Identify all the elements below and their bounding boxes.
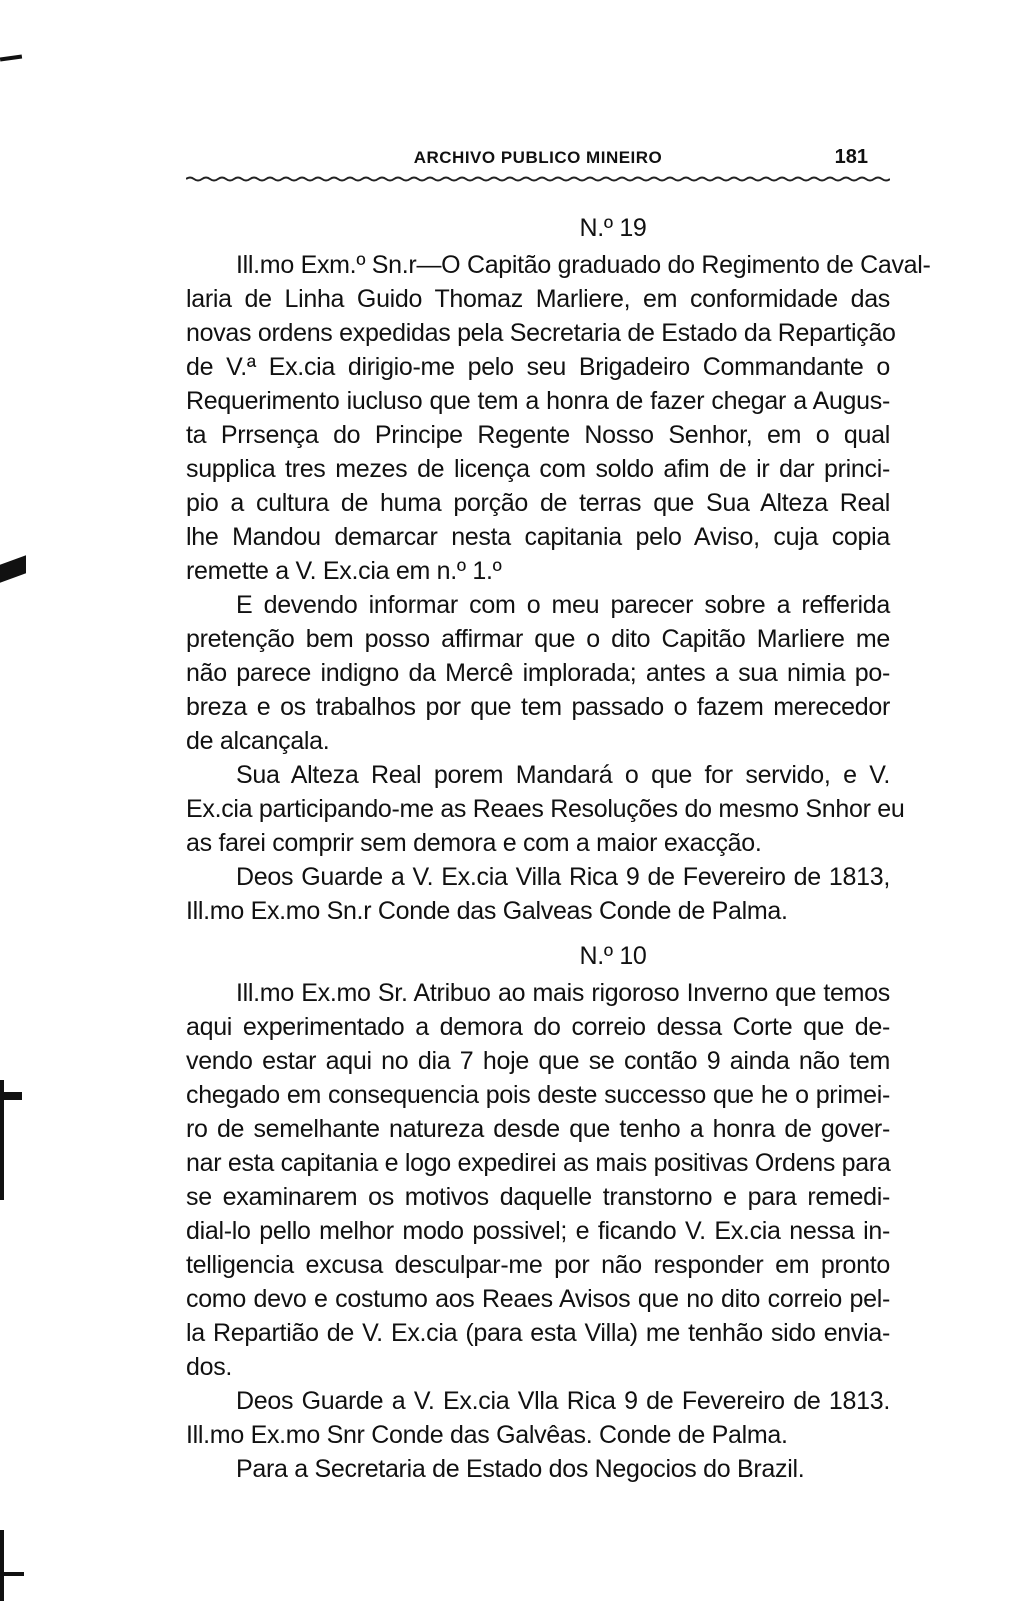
document-body <box>186 208 931 1486</box>
running-header <box>186 146 890 176</box>
scan-mark <box>0 1530 4 1601</box>
text-line: não parece indigno da Mercê implorada; antes a sua nimia po- <box>186 659 890 687</box>
text-line: breza e os trabalhos por que tem passado o fazem merecedor <box>186 693 890 721</box>
page-number: 181 <box>834 146 868 168</box>
letter-number: N.º 19 <box>579 214 647 242</box>
scan-mark <box>0 54 22 61</box>
text-line: Deos Guarde a V. Ex.cia Villa Rica 9 de Fevereiro de 1813, <box>236 863 890 891</box>
text-line: Para a Secretaria de Estado dos Negocios do Brazil. <box>236 1455 805 1483</box>
text-line: Ill.mo Ex.mo Snr Conde das Galvêas. Conde de Palma. <box>186 1421 788 1449</box>
text-line: supplica tres mezes de licença com soldo afim de ir dar princi- <box>186 455 890 483</box>
text-line: ro de semelhante natureza desde que tenho a honra de gover- <box>186 1115 890 1143</box>
text-line: Ill.mo Ex.mo Sn.r Conde das Galveas Conde de Palma. <box>186 897 788 925</box>
text-line: Sua Alteza Real porem Mandará o que for servido, e V. <box>236 761 890 789</box>
text-line: E devendo informar com o meu parecer sobre a refferida <box>236 591 890 619</box>
letter-number: N.º 10 <box>579 942 647 970</box>
text-line: se examinarem os motivos daquelle transtorno e para remedi- <box>186 1183 890 1211</box>
scan-mark <box>0 1092 22 1100</box>
text-line: como devo e costumo aos Reaes Avisos que no dito correio pel- <box>186 1285 890 1313</box>
text-line: nar esta capitania e logo expedirei as mais positivas Ordens para <box>186 1149 891 1177</box>
text-line: telligencia excusa desculpar-me por não responder em pronto <box>186 1251 890 1279</box>
text-line: lhe Mandou demarcar nesta capitania pelo Aviso, cuja copia <box>186 523 890 551</box>
text-line: dial-lo pello melhor modo possivel; e ficando V. Ex.cia nessa in- <box>186 1217 890 1245</box>
text-line: remette a V. Ex.cia em n.º 1.º <box>186 557 502 585</box>
text-line: as farei comprir sem demora e com a maior exacção. <box>186 829 762 857</box>
text-line: de alcançala. <box>186 727 330 755</box>
text-line: aqui experimentado a demora do correio dessa Corte que de- <box>186 1013 890 1041</box>
text-line: Ill.mo Exm.º Sn.r—O Capitão graduado do Regimento de Caval- <box>236 251 931 279</box>
header-rule <box>186 176 890 182</box>
text-line: ta Prrsença do Principe Regente Nosso Senhor, em o qual <box>186 421 890 449</box>
text-line: Requerimento iucluso que tem a honra de fazer chegar a Augus- <box>186 387 890 415</box>
text-line: chegado em consequencia pois deste successo que he o primei- <box>186 1081 890 1109</box>
text-line: de V.ª Ex.cia dirigio-me pelo seu Brigadeiro Commandante o <box>186 353 890 381</box>
text-line: pretenção bem posso affirmar que o dito Capitão Marliere me <box>186 625 890 653</box>
scan-mark <box>0 1572 24 1576</box>
text-line: la Repartião de V. Ex.cia (para esta Villa) me tenhão sido envia- <box>186 1319 890 1347</box>
text-line: Ex.cia participando-me as Reaes Resoluções do mesmo Snhor eu <box>186 795 905 823</box>
text-line: pio a cultura de huma porção de terras que Sua Alteza Real <box>186 489 890 517</box>
text-line: novas ordens expedidas pela Secretaria de Estado da Repartição <box>186 319 896 347</box>
text-line: laria de Linha Guido Thomaz Marliere, em conformidade das <box>186 285 890 313</box>
running-title: ARCHIVO PUBLICO MINEIRO <box>413 148 663 167</box>
text-line: Ill.mo Ex.mo Sr. Atribuo ao mais rigoroso Inverno que temos <box>236 979 890 1007</box>
scan-mark <box>0 555 26 582</box>
text-line: dos. <box>186 1353 233 1381</box>
text-line: Deos Guarde a V. Ex.cia Vlla Rica 9 de Fevereiro de 1813. <box>236 1387 890 1415</box>
text-line: vendo estar aqui no dia 7 hoje que se contão 9 ainda não tem <box>186 1047 890 1075</box>
